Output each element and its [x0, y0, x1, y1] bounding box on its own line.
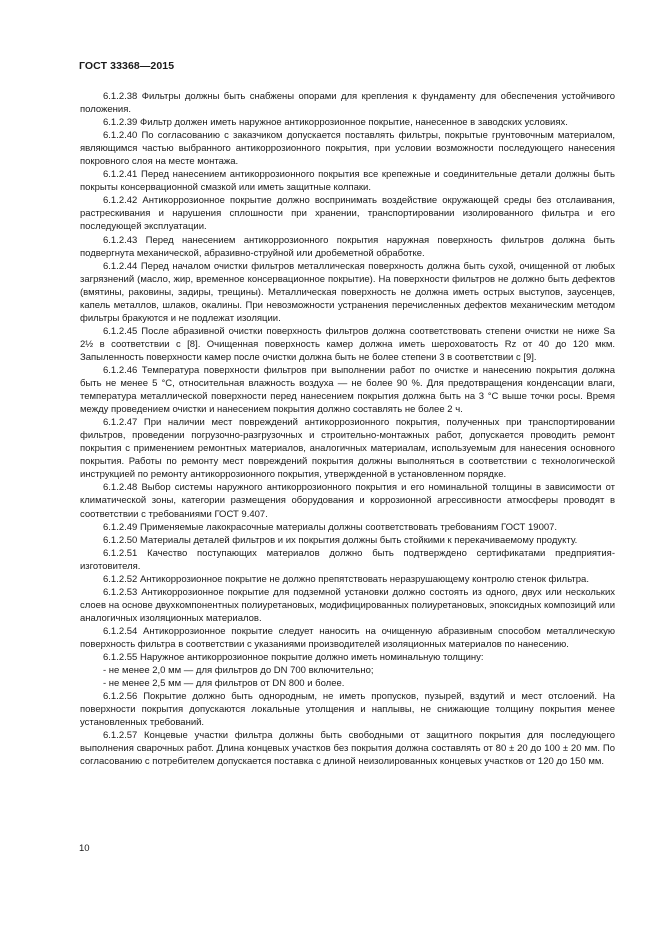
paragraph-6-1-2-57: 6.1.2.57 Концевые участки фильтра должны быть свободными от защитного покрытия для последующего выполнения сварочных работ. Длина концевых участков без покрытия должна составлять от 80 ± 20 до 100 ± 20 мм. По согласованию с потребителем допускается поставка с длиной неизолированных концевых участков от 120 до 150 мм.	[80, 730, 615, 768]
paragraph-6-1-2-40: 6.1.2.40 По согласованию с заказчиком допускается поставлять фильтры, покрытые грунтовочным материалом, являющимся частью выбранного антикоррозионного покрытия, при условии возможности последующего нанесения покровного слоя на месте монтажа.	[80, 130, 615, 168]
paragraph-6-1-2-51: 6.1.2.51 Качество поступающих материалов должно быть подтверждено сертификатами предприятия-изготовителя.	[80, 547, 615, 572]
standard-header: ГОСТ 33368—2015	[79, 60, 175, 72]
paragraph-6-1-2-55: 6.1.2.55 Наружное антикоррозионное покрытие должно иметь номинальную толщину:	[103, 652, 484, 664]
paragraph-6-1-2-52: 6.1.2.52 Антикоррозионное покрытие не должно препятствовать неразрушающему контролю стенок фильтра.	[103, 573, 589, 585]
paragraph-6-1-2-46: 6.1.2.46 Температура поверхности фильтров при выполнении работ по очистке и нанесению покрытия должна быть не менее 5 °С, относительная влажность воздуха — не более 90 %. Для предотвращения конденсации влаги, температура металлической поверхности перед нанесением покрытия должна быть на 3 °С выше точки росы. Время между проведением очистки и нанесением покрытия должно составлять не более 2 ч.	[80, 364, 615, 416]
paragraph-6-1-2-53: 6.1.2.53 Антикоррозионное покрытие для подземной установки должно состоять из одного, двух или нескольких слоев на основе двухкомпонентных полиуретановых, модифицированных полиуретановых, эпоксидных композиций или аналогичных изоляционных материалов.	[80, 586, 615, 624]
paragraph-6-1-2-42: 6.1.2.42 Антикоррозионное покрытие должно воспринимать воздействие окружающей среды без отслаивания, растрескивания и нарушения сплошности при хранении, транспортировании изолированного фильтра и его последующей эксплуатации.	[80, 195, 615, 233]
paragraph-6-1-2-48: 6.1.2.48 Выбор системы наружного антикоррозионного покрытия и его номинальной толщины в зависимости от климатической зоны, категории размещения оборудования и коррозионной агрессивности атмосферы проводят в соответствии с требованиями ГОСТ 9.407.	[80, 482, 615, 520]
list-item-thickness-2-5: - не менее 2,5 мм — для фильтров от DN 800 и более.	[103, 678, 345, 690]
paragraph-6-1-2-44: 6.1.2.44 Перед началом очистки фильтров металлическая поверхность должна быть сухой, очищенной от любых загрязнений (масло, жир, временное консервационное покрытие). На поверхности фильтров не должно быть дефектов (вмятины, раковины, задиры, трещины). Металлическая поверхность не должна иметь острых выступов, заусенцев, капель металлов, шлаков, окалины. При невозможности устранения перечисленных дефектов механическим методом фильтры бракуются и не подлежат изоляции.	[80, 260, 615, 324]
paragraph-6-1-2-54: 6.1.2.54 Антикоррозионное покрытие следует наносить на очищенную абразивным способом металлическую поверхность фильтра в соответствии с указаниями производителей изоляционных материалов по нанесению.	[80, 625, 615, 650]
paragraph-6-1-2-38: 6.1.2.38 Фильтры должны быть снабжены опорами для крепления к фундаменту для обеспечения устойчивого положения.	[80, 91, 615, 116]
paragraph-6-1-2-41: 6.1.2.41 Перед нанесением антикоррозионного покрытия все крепежные и соединительные детали должны быть покрыты консервационной смазкой или иметь защитные колпаки.	[80, 169, 615, 194]
paragraph-6-1-2-43: 6.1.2.43 Перед нанесением антикоррозионного покрытия наружная поверхность фильтров должна быть подвергнута механической, абразивно-струйной или дробеметной обработке.	[80, 234, 615, 259]
list-item-thickness-2-0: - не менее 2,0 мм — для фильтров до DN 700 включительно;	[103, 665, 374, 677]
paragraph-6-1-2-49: 6.1.2.49 Применяемые лакокрасочные материалы должны соответствовать требованиям ГОСТ 19007.	[103, 521, 558, 533]
document-body	[80, 90, 615, 768]
paragraph-6-1-2-45: 6.1.2.45 После абразивной очистки поверхность фильтров должна соответствовать степени очистки не ниже Sa 2½ в соответствии с [8]. Очищенная поверхность камер должна иметь шероховатость Rz от 40 до 120 мкм. Запыленность поверхности камер после очистки должна быть не более степени 3 в соответствии с [9].	[80, 325, 615, 363]
paragraph-6-1-2-39: 6.1.2.39 Фильтр должен иметь наружное антикоррозионное покрытие, нанесенное в заводских условиях.	[103, 117, 568, 129]
page-number: 10	[79, 843, 90, 854]
paragraph-6-1-2-47: 6.1.2.47 При наличии мест повреждений антикоррозионного покрытия, полученных при транспортировании фильтров, проведении погрузочно-разгрузочных и строительно-монтажных работ, допускается проводить ремонт покрытия с применением ремонтных материалов, аналогичных материалам, используемым для нанесения основного покрытия. Работы по ремонту мест повреждений покрытия должны выполняться в соответствии с технологической инструкцией по ремонту антикоррозионного покрытия, утвержденной в установленном порядке.	[80, 417, 615, 481]
paragraph-6-1-2-56: 6.1.2.56 Покрытие должно быть однородным, не иметь пропусков, пузырей, вздутий и мест отслоений. На поверхности покрытия допускаются локальные утолщения и наплывы, не снижающие толщину покрытия менее установленных требований.	[80, 691, 615, 729]
paragraph-6-1-2-50: 6.1.2.50 Материалы деталей фильтров и их покрытия должны быть стойкими к перекачиваемому продукту.	[103, 534, 578, 546]
